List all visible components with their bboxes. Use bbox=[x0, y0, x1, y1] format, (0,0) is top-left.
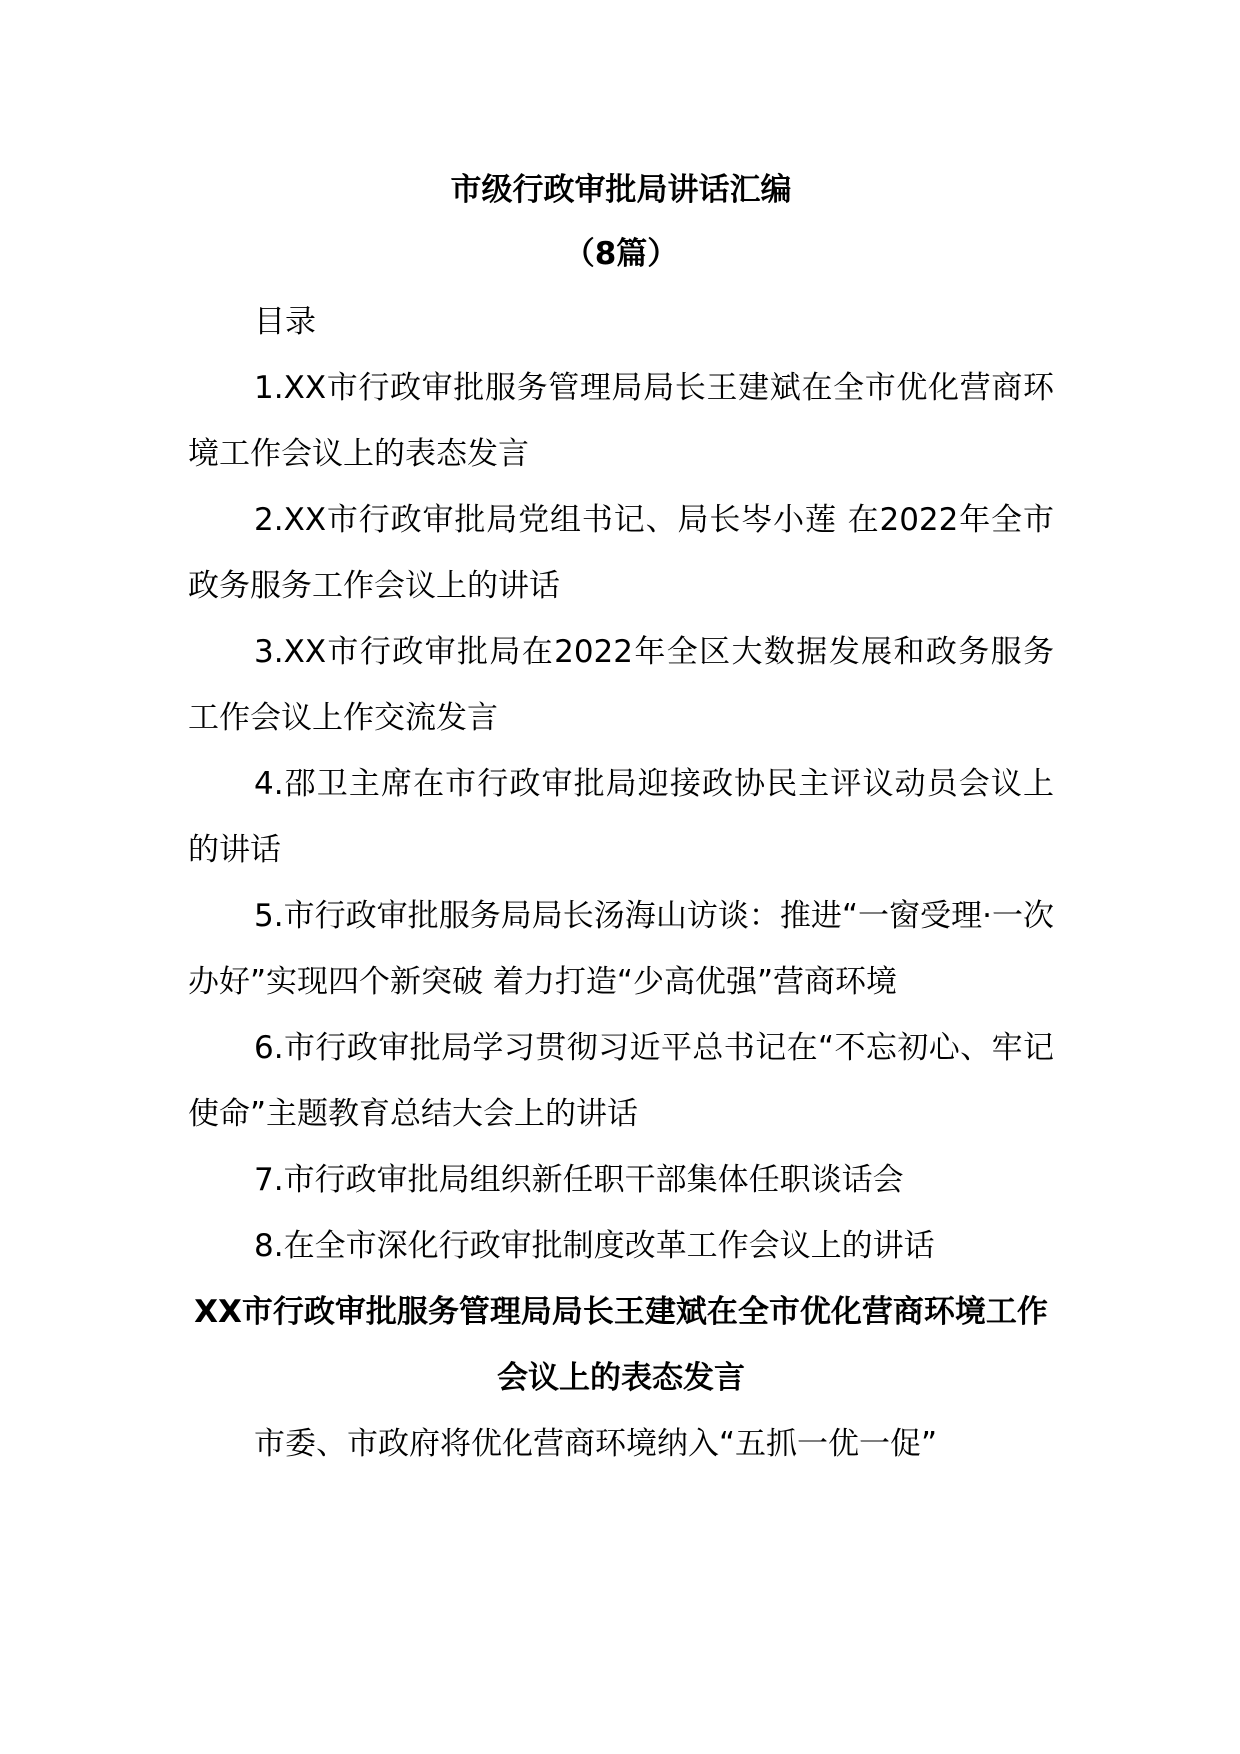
toc-item-7: 7.市行政审批局组织新任职干部集体任职谈话会 bbox=[254, 1162, 904, 1198]
toc-item-2: 2.XX市行政审批局党组书记、局长岑小莲 在2022年全市政务服务工作会议上的讲话 bbox=[188, 502, 1054, 604]
document-subtitle: （8篇） bbox=[563, 236, 679, 272]
table-of-contents bbox=[188, 355, 1054, 1279]
toc-item-3: 3.XX市行政审批局在2022年全区大数据发展和政务服务工作会议上作交流发言 bbox=[188, 634, 1054, 736]
toc-item-4: 4.邵卫主席在市行政审批局迎接政协民主评议动员会议上的讲话 bbox=[188, 766, 1054, 868]
section-title: XX市行政审批服务管理局局长王建斌在全市优化营商环境工作会议上的表态发言 bbox=[194, 1294, 1048, 1396]
toc-item-1: 1.XX市行政审批服务管理局局长王建斌在全市优化营商环境工作会议上的表态发言 bbox=[188, 370, 1054, 472]
toc-item-5: 5.市行政审批服务局局长汤海山访谈：推进“一窗受理·一次办好”实现四个新突破 着力打造“少高优强”营商环境 bbox=[188, 898, 1054, 1000]
toc-item-8: 8.在全市深化行政审批制度改革工作会议上的讲话 bbox=[254, 1228, 935, 1264]
body-paragraph: 市委、市政府将优化营商环境纳入“五抓一优一促” bbox=[254, 1426, 938, 1462]
document-title: 市级行政审批局讲话汇编 bbox=[450, 172, 792, 208]
document-page bbox=[188, 150, 1054, 1477]
toc-heading: 目录 bbox=[254, 304, 316, 340]
toc-item-6: 6.市行政审批局学习贯彻习近平总书记在“不忘初心、牢记使命”主题教育总结大会上的讲话 bbox=[188, 1030, 1054, 1132]
